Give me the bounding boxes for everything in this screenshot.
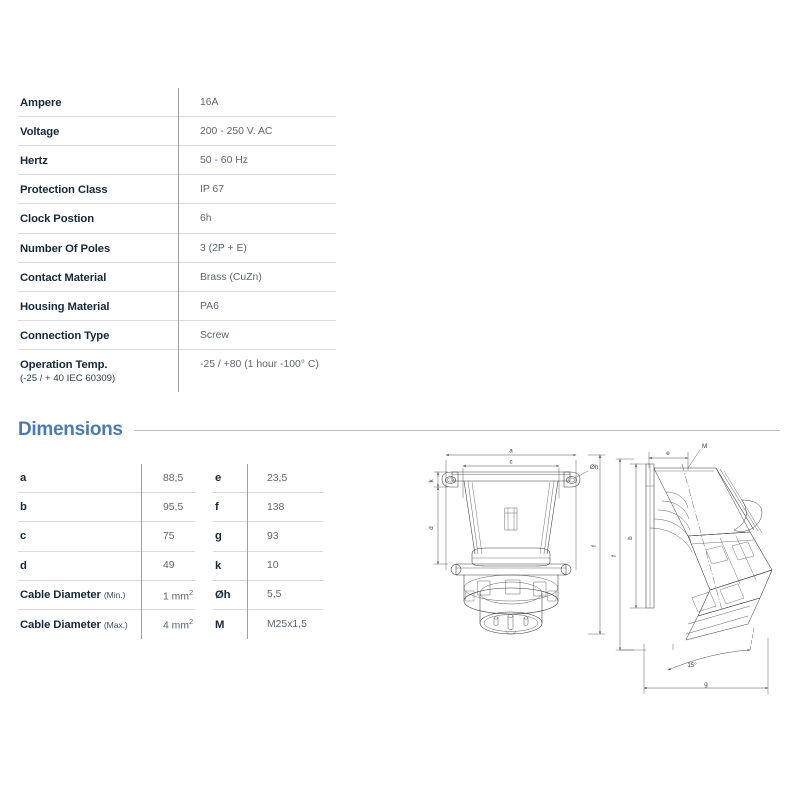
dimension-value-text: 4 mm: [163, 620, 189, 632]
spec-label-text: Hertz: [20, 155, 48, 168]
dimension-row: [213, 581, 323, 610]
spec-label-text: Voltage: [20, 126, 60, 139]
dimension-key-text: b: [20, 501, 27, 514]
label-oh-front: Øh: [590, 464, 599, 471]
spec-label-text: Protection Class: [20, 184, 108, 197]
label-a-front: a: [509, 447, 513, 455]
front-view-drawing: [434, 455, 605, 634]
spec-label-text: Number Of Poles: [20, 242, 111, 255]
spec-label: [18, 146, 178, 174]
spec-value: PA6: [200, 300, 219, 312]
dimension-value: [247, 473, 323, 484]
dimension-key-qualifier: (Max.): [103, 619, 128, 630]
dimension-value-text: 23,5: [267, 472, 288, 484]
dimension-row: [213, 493, 323, 522]
dimension-key-text: c: [20, 530, 27, 543]
side-view-drawing: [616, 450, 772, 694]
spec-label-text: Contact Material: [20, 271, 107, 284]
spec-label: [18, 321, 178, 349]
dimension-value-text: 93: [267, 530, 279, 542]
dimension-row: [18, 464, 195, 493]
spec-row: [18, 263, 336, 292]
dimension-value-text: 5,5: [267, 589, 282, 601]
label-m-side: M: [702, 443, 708, 450]
spec-label: [18, 234, 178, 262]
dimension-value: [141, 531, 195, 542]
dimension-row: [18, 552, 195, 581]
spec-row: [18, 117, 336, 146]
dimension-key-text: g: [215, 530, 222, 543]
dimension-row: [213, 464, 323, 493]
label-c-front: c: [509, 458, 513, 466]
dimension-key-text: f: [215, 501, 219, 514]
label-k-front: k: [428, 479, 435, 483]
label-e-side: e: [666, 450, 670, 457]
dimension-key: [18, 619, 141, 631]
dimension-value: [141, 473, 195, 484]
spec-label-text: Housing Material: [20, 300, 110, 313]
dimension-value: [141, 617, 195, 631]
spec-label-subtitle: (-25 / + 40 IEC 60309): [20, 373, 116, 385]
dimension-value-text: M25x1,5: [267, 619, 307, 631]
spec-row: [18, 292, 336, 321]
spec-label-text: Ampere: [20, 97, 62, 109]
dimension-key: [18, 501, 141, 513]
spec-value: 16A: [200, 97, 219, 108]
dimension-row: [213, 552, 323, 581]
dimension-key-text: Cable Diameter: [20, 588, 101, 601]
dimension-key-text: a: [20, 472, 27, 485]
spec-label: [18, 117, 178, 145]
dimension-table-left-divider: [141, 464, 142, 639]
dimension-key: [213, 589, 247, 601]
dimension-value-text: 138: [267, 501, 285, 513]
dimension-key: [18, 472, 141, 484]
spec-value: -25 / +80 (1 hour -100° C): [200, 358, 319, 370]
dimension-key: [18, 560, 141, 572]
dimension-value-exponent: 2: [188, 587, 194, 597]
dimension-value: [247, 531, 323, 542]
technical-drawing: [420, 438, 795, 713]
dimension-value: [247, 619, 323, 630]
specification-table: [18, 88, 336, 391]
spec-value: 200 - 250 V. AC: [200, 126, 273, 138]
spec-row: [18, 175, 336, 204]
spec-value: 6h: [200, 213, 212, 225]
spec-label: [18, 292, 178, 320]
dimension-value: [247, 560, 323, 571]
dimension-row: [213, 522, 323, 551]
dimension-key-text: k: [215, 559, 222, 572]
dimension-value-text: 95,5: [163, 501, 184, 513]
spec-value: IP 67: [200, 184, 225, 196]
dimension-value: [247, 589, 323, 600]
dimension-table-left: [18, 464, 195, 639]
label-f-side: f: [611, 555, 618, 557]
spec-label: [18, 88, 178, 116]
dimension-value-text: 1 mm: [163, 591, 189, 603]
dimension-key: [213, 560, 247, 572]
spec-row: [18, 321, 336, 350]
label-b-side: b: [627, 536, 634, 540]
dimension-value-text: 10: [267, 560, 279, 572]
spec-label-text: Operation Temp.: [20, 358, 108, 371]
dimension-key-text: d: [20, 559, 27, 572]
spec-value: 3 (2P + E): [200, 242, 247, 254]
label-f-front: f: [591, 545, 598, 547]
heading-rule: [134, 430, 780, 431]
dimension-value-text: 75: [163, 530, 175, 542]
dimension-key-qualifier: (Min.): [103, 589, 126, 600]
spec-label-text: Clock Postion: [20, 213, 95, 226]
dimension-table-right-divider: [247, 464, 248, 639]
dimension-key-text: M: [215, 618, 225, 631]
dimensions-title: Dimensions: [18, 419, 123, 440]
dimension-value: [141, 502, 195, 513]
spec-row: [18, 234, 336, 263]
dimension-value-exponent: 2: [188, 617, 194, 627]
spec-label: [18, 175, 178, 203]
dimension-key: [213, 472, 247, 484]
dimension-key: [213, 619, 247, 631]
dimension-key-text: Cable Diameter: [20, 618, 101, 631]
spec-row: [18, 88, 336, 117]
spec-row: [18, 204, 336, 233]
spec-label: [18, 204, 178, 232]
spec-label-text: Connection Type: [20, 329, 110, 342]
dimension-row: [18, 610, 195, 639]
dimension-row: [18, 581, 195, 610]
dimension-value: [141, 560, 195, 571]
dimension-row: [18, 522, 195, 551]
dimension-value-text: 88,5: [163, 472, 184, 484]
dimension-key: [213, 530, 247, 542]
dimension-value-text: 49: [163, 560, 175, 572]
spec-row: [18, 146, 336, 175]
dimension-key-text: Øh: [215, 588, 231, 601]
spec-table-column-divider: [178, 88, 179, 392]
dimension-row: [213, 610, 323, 639]
spec-value: Brass (CuZn): [200, 271, 262, 283]
dimension-key: [18, 530, 141, 542]
dimension-key: [18, 589, 141, 601]
spec-value: 50 - 60 Hz: [200, 155, 248, 167]
label-g-side: g: [704, 681, 708, 688]
label-d-front: d: [428, 526, 435, 530]
dimension-value: [247, 502, 323, 513]
dimension-table-right: [213, 464, 323, 639]
spec-row: [18, 350, 336, 391]
dimension-row: [18, 493, 195, 522]
spec-value: Screw: [200, 329, 229, 341]
dimension-key: [213, 501, 247, 513]
dimension-key-text: e: [215, 472, 222, 485]
dimension-value: [141, 588, 195, 602]
spec-label: [18, 263, 178, 291]
spec-label: [18, 350, 178, 391]
label-angle-side: 15°: [687, 662, 697, 669]
